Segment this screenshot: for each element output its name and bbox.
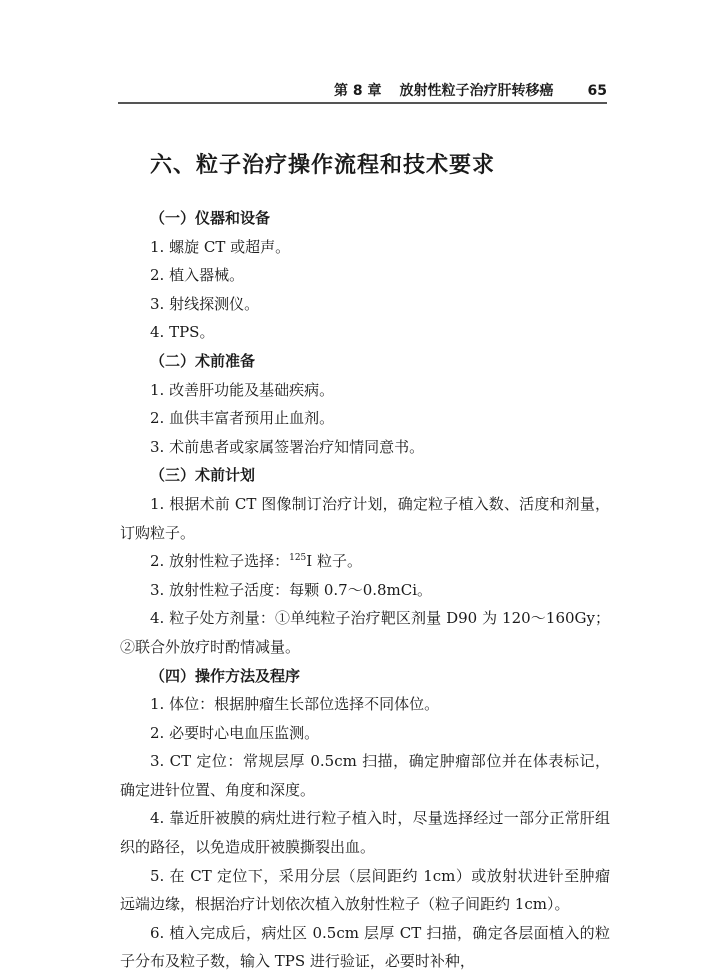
body-text <box>120 204 610 976</box>
list-item: 3. 术前患者或家属签署治疗知情同意书。 <box>150 437 425 456</box>
item-text: I 粒子。 <box>306 552 362 571</box>
list-item: 2. 血供丰富者预用止血剂。 <box>150 409 335 428</box>
chapter-label: 第 8 章 <box>334 83 382 99</box>
list-item: 1. 改善肝功能及基础疾病。 <box>150 380 335 399</box>
subsection-heading: （四）操作方法及程序 <box>150 666 301 685</box>
chapter-title: 放射性粒子治疗肝转移癌 <box>399 83 554 99</box>
list-item: 5. 在 CT 定位下，采用分层（层间距约 1cm）或放射状进针至肿瘤远端边缘，根据治疗计划依次植入放射性粒子（粒子间距约 1cm）。 <box>120 866 610 914</box>
list-item: 6. 植入完成后，病灶区 0.5cm 层厚 CT 扫描，确定各层面植入的粒子分布及粒子数，输入 TPS 进行验证，必要时补种， <box>120 923 610 971</box>
list-item: 1. 螺旋 CT 或超声。 <box>150 237 291 256</box>
list-item: 4. TPS。 <box>150 323 215 342</box>
list-item: 1. 体位：根据肿瘤生长部位选择不同体位。 <box>150 695 440 714</box>
running-header <box>118 80 607 100</box>
list-item: 4. 粒子处方剂量：①单纯粒子治疗靶区剂量 D90 为 120～160Gy；②联合外放疗时酌情减量。 <box>120 609 610 656</box>
list-item: 2. 必要时心电血压监测。 <box>150 723 320 742</box>
item-text: 2. 放射性粒子选择： <box>150 552 290 571</box>
list-item: 4. 靠近肝被膜的病灶进行粒子植入时，尽量选择经过一部分正常肝组织的路径，以免造成肝被膜撕裂出血。 <box>120 809 610 857</box>
list-item: 2. 植入器械。 <box>150 266 245 285</box>
list-item: 1. 根据术前 CT 图像制订治疗计划，确定粒子植入数、活度和剂量，订购粒子。 <box>120 494 610 542</box>
header-rule <box>118 102 607 104</box>
list-item <box>120 547 610 576</box>
list-item: 3. 射线探测仪。 <box>150 294 260 313</box>
list-item: 3. 放射性粒子活度：每颗 0.7～0.8mCi。 <box>150 580 433 599</box>
subsection-heading: （二）术前准备 <box>150 351 256 370</box>
isotope-mass-number: 125 <box>289 553 307 564</box>
section-title: 六、粒子治疗操作流程和技术要求 <box>150 153 496 178</box>
subsection-heading: （三）术前计划 <box>150 466 256 485</box>
subsection-heading: （一）仪器和设备 <box>150 209 271 227</box>
list-item: 3. CT 定位：常规层厚 0.5cm 扫描，确定肿瘤部位并在体表标记，确定进针位置、角度和深度。 <box>120 752 610 799</box>
page-number: 65 <box>587 83 607 99</box>
